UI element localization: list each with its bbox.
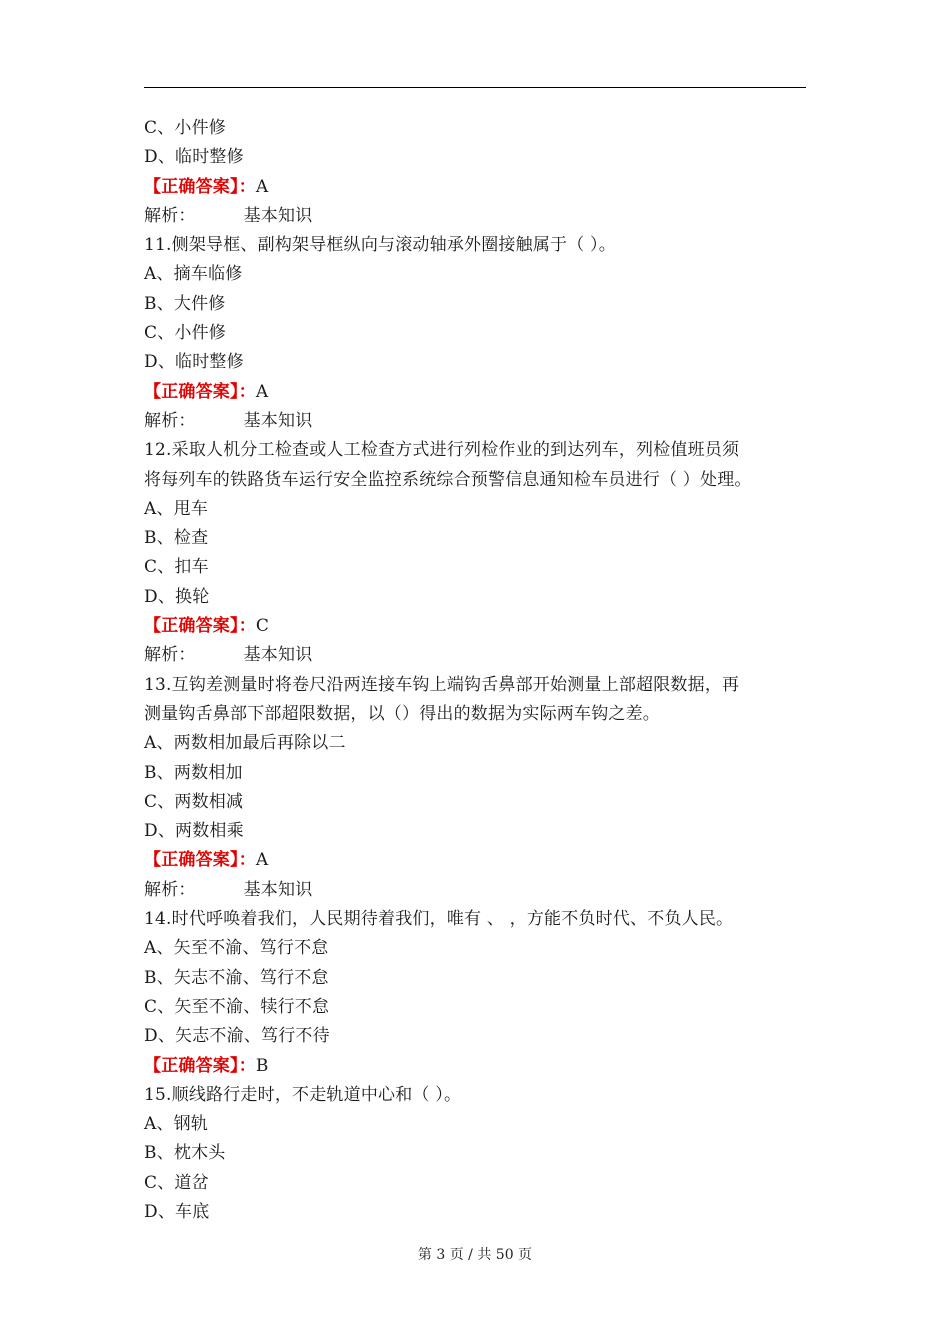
option-item: D、临时整修 <box>144 352 244 373</box>
option-item: C、两数相减 <box>144 791 244 812</box>
option-item: B、检查 <box>144 528 209 549</box>
option-item: A、矢至不渝、笃行不怠 <box>144 938 329 959</box>
answer-value: A <box>255 381 269 402</box>
answer-line <box>144 378 824 407</box>
question-text: 13.互钩差测量时将卷尺沿两连接车钩上端钩舌鼻部开始测量上部超限数据，再 <box>144 674 740 695</box>
answer-line <box>144 846 824 875</box>
option-item: D、两数相乘 <box>144 821 244 842</box>
option-item: B、两数相加 <box>144 762 243 783</box>
option-item: B、大件修 <box>144 293 226 314</box>
question-text: 15.顺线路行走时，不走轨道中心和（ ）。 <box>144 1084 462 1105</box>
analysis-line <box>144 641 824 670</box>
analysis-label: 解析： <box>144 205 196 226</box>
answer-line <box>144 612 824 641</box>
analysis-label: 解析： <box>144 410 196 431</box>
answer-label: 【正确答案】： <box>144 850 256 871</box>
analysis-line <box>144 876 824 905</box>
header-rule <box>144 87 806 88</box>
answer-value: C <box>255 616 270 637</box>
question-text: 11.侧架导框、副构架导框纵向与滚动轴承外圈接触属于（ ）。 <box>144 235 616 256</box>
analysis-value: 基本知识 <box>243 410 313 431</box>
option-item: C、小件修 <box>144 118 227 138</box>
answer-label: 【正确答案】： <box>144 616 256 637</box>
analysis-line <box>144 407 824 436</box>
option-item: D、临时整修 <box>144 147 244 168</box>
option-item: D、矢志不渝、笃行不待 <box>144 1026 330 1047</box>
option-item: C、道岔 <box>144 1172 209 1193</box>
answer-label: 【正确答案】： <box>144 381 256 402</box>
answer-label: 【正确答案】： <box>144 176 256 197</box>
option-item: A、摘车临修 <box>144 264 243 285</box>
answer-value: B <box>255 1055 269 1076</box>
answer-label: 【正确答案】： <box>144 1055 256 1076</box>
analysis-value: 基本知识 <box>243 645 313 666</box>
question-text: 14.时代呼唤着我们，人民期待着我们，唯有 、 ，方能不负时代、不负人民。 <box>144 909 734 930</box>
analysis-label: 解析： <box>144 879 196 900</box>
analysis-value: 基本知识 <box>243 205 313 226</box>
option-item: C、矢至不渝、犊行不怠 <box>144 996 330 1017</box>
option-item: D、车底 <box>144 1201 210 1222</box>
option-item: C、扣车 <box>144 557 209 578</box>
analysis-value: 基本知识 <box>243 879 313 900</box>
answer-line <box>144 173 824 202</box>
option-item: A、甩车 <box>144 498 209 519</box>
analysis-line <box>144 202 824 231</box>
answer-value: A <box>255 850 269 871</box>
analysis-label: 解析： <box>144 645 196 666</box>
option-item: A、钢轨 <box>144 1114 209 1135</box>
option-item: D、换轮 <box>144 586 210 607</box>
option-item: C、小件修 <box>144 323 227 344</box>
question-text: 将每列车的铁路货车运行安全监控系统综合预警信息通知检车员进行（ ）处理。 <box>144 469 752 490</box>
option-item: B、矢志不渝、笃行不怠 <box>144 967 329 988</box>
answer-line <box>144 1052 824 1081</box>
option-item: B、枕木头 <box>144 1143 226 1164</box>
question-text: 12.采取人机分工检查或人工检查方式进行列检作业的到达列车，列检值班员须 <box>144 440 740 461</box>
page-content <box>144 114 824 1227</box>
question-text: 测量钩舌鼻部下部超限数据，以（）得出的数据为实际两车钩之差。 <box>144 703 660 724</box>
option-item: A、两数相加最后再除以二 <box>144 733 346 754</box>
answer-value: A <box>255 176 269 197</box>
page-footer: 第 3 页 / 共 50 页 <box>417 1247 533 1263</box>
